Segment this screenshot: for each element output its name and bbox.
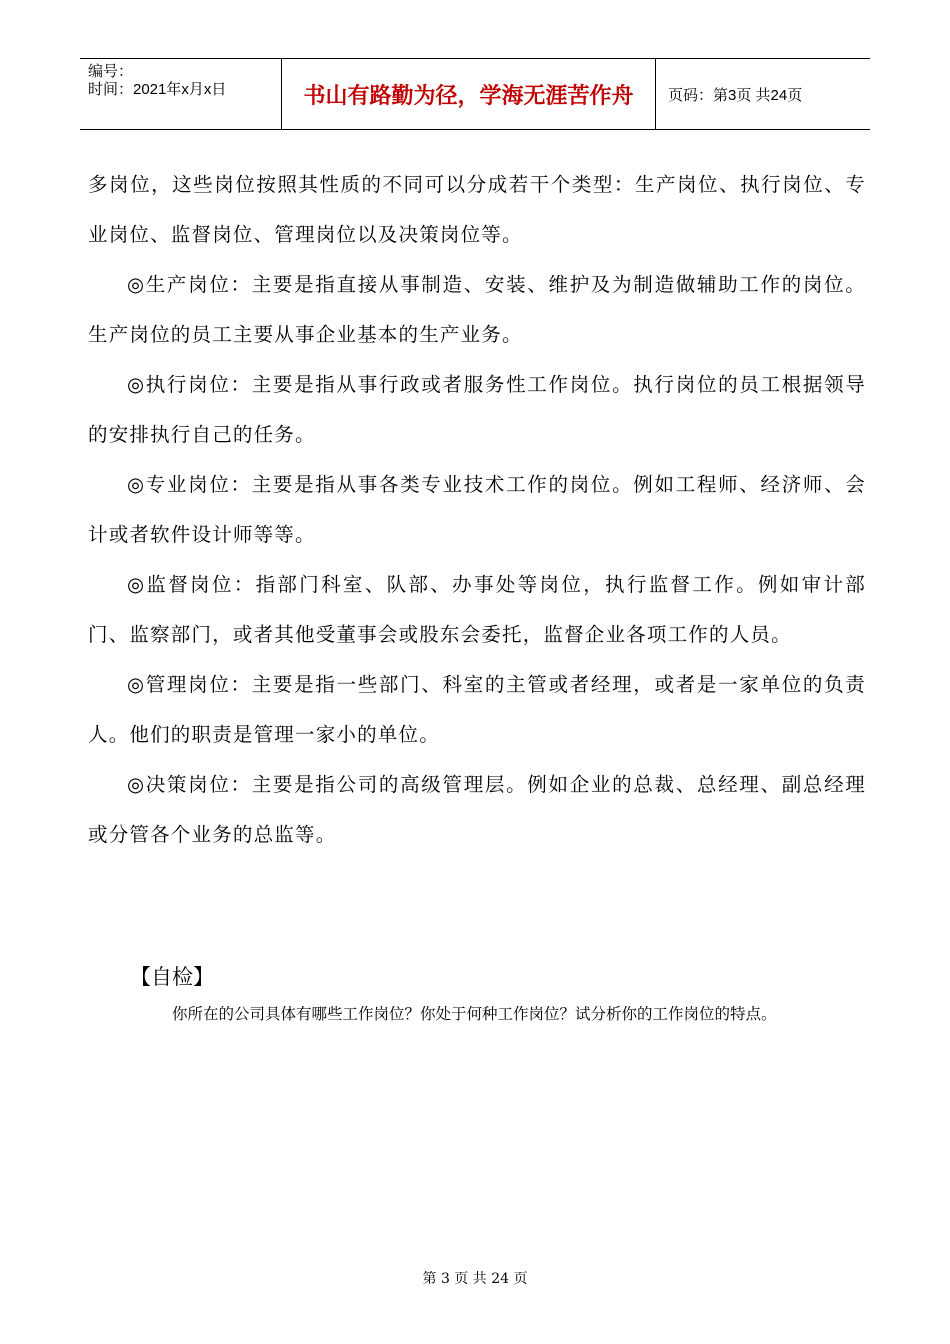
paragraph-decision-post: ◎决策岗位：主要是指公司的高级管理层。例如企业的总裁、总经理、副总经理或分管各个业务的总监等。 <box>88 773 866 846</box>
document-body <box>88 160 866 860</box>
paragraph-professional-post: ◎专业岗位：主要是指从事各类专业技术工作的岗位。例如工程师、经济师、会计或者软件设计师等等。 <box>88 473 866 546</box>
paragraph-supervision-post: ◎监督岗位：指部门科室、队部、办事处等岗位，执行监督工作。例如审计部门、监察部门，或者其他受董事会或股东会委托，监督企业各项工作的人员。 <box>88 573 866 646</box>
header-page-label: 页码：第3页 共24页 <box>668 86 803 104</box>
self-check-heading: 【自检】 <box>130 965 214 989</box>
header-motto: 书山有路勤为径，学海无涯苦作舟 <box>282 59 656 129</box>
document-number-label: 编号： <box>88 63 134 80</box>
self-check-question: 你所在的公司具体有哪些工作岗位？你处于何种工作岗位？试分析你的工作岗位的特点。 <box>172 1005 777 1023</box>
page-footer: 第 3 页 共 24 页 <box>422 1271 528 1287</box>
paragraph-execution-post: ◎执行岗位：主要是指从事行政或者服务性工作岗位。执行岗位的员工根据领导的安排执行自己的任务。 <box>88 373 866 446</box>
paragraph-production-post: ◎生产岗位：主要是指直接从事制造、安装、维护及为制造做辅助工作的岗位。生产岗位的员工主要从事企业基本的生产业务。 <box>88 273 866 346</box>
document-header <box>80 58 870 130</box>
paragraph-intro: 多岗位，这些岗位按照其性质的不同可以分成若干个类型：生产岗位、执行岗位、专业岗位、监督岗位、管理岗位以及决策岗位等。 <box>88 173 866 246</box>
paragraph-management-post: ◎管理岗位：主要是指一些部门、科室的主管或者经理，或者是一家单位的负责人。他们的职责是管理一家小的单位。 <box>88 673 866 746</box>
document-time-label: 时间：2021年x月x日 <box>88 81 227 98</box>
header-info-cell <box>80 59 282 129</box>
